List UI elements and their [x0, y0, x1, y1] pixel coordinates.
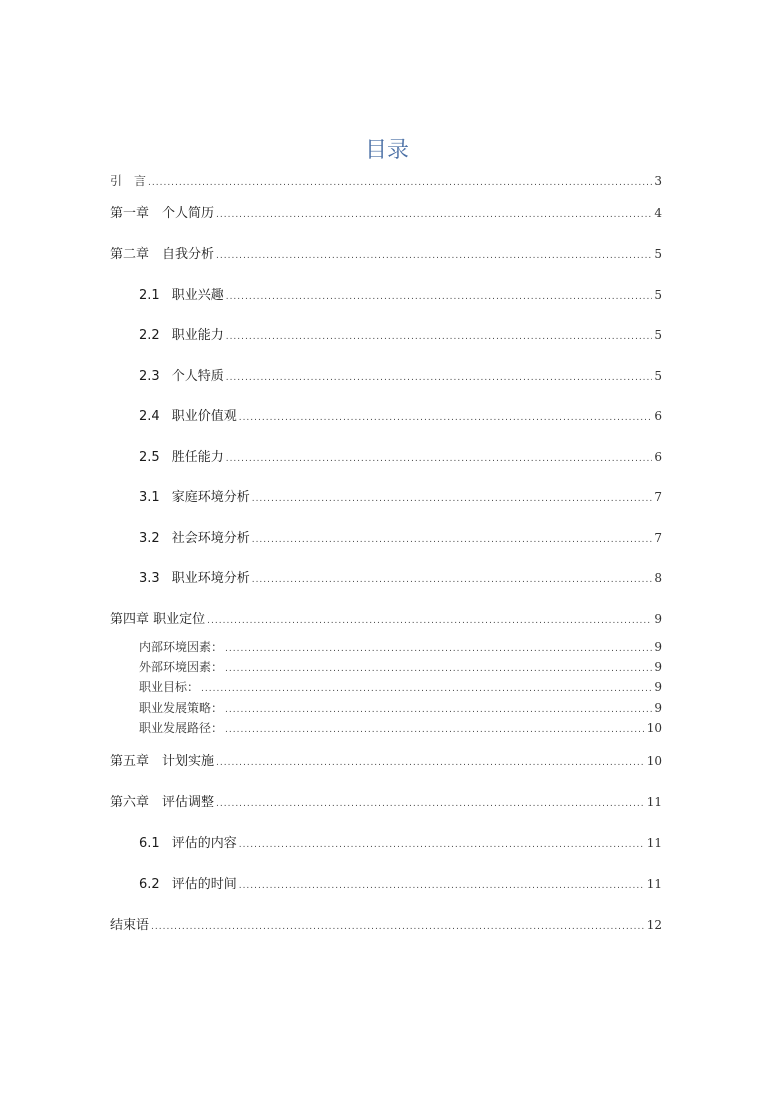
toc-entry-section-6-1[interactable] — [139, 832, 662, 851]
toc-entry-career-path[interactable] — [139, 719, 662, 736]
toc-page-number: 12 — [646, 918, 662, 932]
toc-section-number: 2.1 — [139, 288, 160, 303]
toc-entry-label: 职业发展路径： — [139, 721, 224, 735]
toc-dot-leader — [239, 413, 653, 423]
toc-dot-leader — [252, 535, 653, 545]
toc-dot-leader — [201, 684, 652, 694]
toc-page-number: 9 — [654, 701, 662, 715]
toc-page-number: 11 — [646, 795, 662, 809]
toc-dot-leader — [239, 881, 645, 891]
toc-page-number: 10 — [646, 754, 662, 768]
toc-entry-section-2-5[interactable] — [139, 446, 662, 465]
toc-entry-conclusion[interactable] — [110, 914, 662, 933]
toc-dot-leader — [216, 210, 652, 220]
toc-section-number: 2.5 — [139, 450, 160, 465]
toc-dot-leader — [226, 373, 653, 383]
toc-entry-label: 结束语 — [110, 918, 150, 933]
toc-dot-leader — [225, 705, 652, 715]
toc-entry-career-strategy[interactable] — [139, 699, 662, 716]
toc-entry-label: 第六章 评估调整 — [110, 795, 215, 810]
toc-dot-leader — [216, 251, 652, 261]
toc-entry-label: 职业环境分析 — [171, 571, 250, 586]
toc-page-number: 9 — [654, 612, 662, 626]
toc-section-number: 2.3 — [139, 369, 160, 384]
toc-entry-section-2-4[interactable] — [139, 405, 662, 424]
toc-page-number: 7 — [654, 531, 662, 545]
toc-dot-leader — [148, 178, 652, 188]
toc-page-number: 9 — [654, 640, 662, 654]
toc-page-number: 5 — [654, 247, 662, 261]
toc-entry-section-3-2[interactable] — [139, 527, 662, 546]
toc-entry-label: 职业发展策略： — [139, 701, 224, 715]
toc-section-number: 6.2 — [139, 877, 160, 892]
toc-dot-leader — [216, 799, 645, 809]
toc-entry-label: 评估的时间 — [171, 877, 237, 892]
toc-dot-leader — [226, 454, 653, 464]
toc-page-number: 3 — [654, 174, 662, 188]
toc-dot-leader — [239, 840, 645, 850]
toc-dot-leader — [216, 758, 645, 768]
toc-section-number: 3.1 — [139, 490, 160, 505]
toc-entry-section-2-1[interactable] — [139, 284, 662, 303]
toc-section-number: 2.2 — [139, 328, 160, 343]
toc-page-number: 9 — [654, 660, 662, 674]
toc-title: 目录 — [364, 138, 409, 163]
toc-entry-label: 评估的内容 — [171, 836, 237, 851]
toc-entry-label: 第一章 个人简历 — [110, 206, 215, 221]
toc-section-number: 3.2 — [139, 531, 160, 546]
toc-entry-label: 职业能力 — [171, 328, 224, 343]
toc-entry-chapter-6[interactable] — [110, 791, 662, 810]
toc-entry-chapter-1[interactable] — [110, 202, 662, 221]
toc-dot-leader — [252, 575, 653, 585]
toc-entry-label: 外部环境因素： — [139, 660, 224, 674]
toc-dot-leader — [225, 664, 652, 674]
toc-dot-leader — [226, 292, 653, 302]
toc-dot-leader — [225, 644, 652, 654]
toc-entry-label: 内部环境因素： — [139, 640, 224, 654]
toc-entry-career-goal[interactable] — [139, 678, 662, 695]
toc-entry-chapter-2[interactable] — [110, 243, 662, 262]
toc-entry-label: 胜任能力 — [171, 450, 224, 465]
toc-entry-label: 职业目标： — [139, 680, 200, 694]
toc-dot-leader — [252, 494, 653, 504]
toc-entry-label: 第四章 职业定位 — [110, 612, 206, 627]
toc-entry-external-factors[interactable] — [139, 658, 662, 675]
toc-section-number: 3.3 — [139, 571, 160, 586]
toc-section-number: 2.4 — [139, 409, 160, 424]
toc-entry-label: 引 言 — [110, 174, 147, 188]
toc-entry-internal-factors[interactable] — [139, 638, 662, 655]
toc-page-number: 5 — [654, 328, 662, 342]
toc-page-number: 10 — [646, 721, 662, 735]
toc-page-number: 9 — [654, 680, 662, 694]
toc-page-number: 11 — [646, 877, 662, 891]
toc-entry-label: 家庭环境分析 — [171, 490, 250, 505]
toc-page-number: 5 — [654, 288, 662, 302]
toc-entry-label: 社会环境分析 — [171, 531, 250, 546]
toc-entry-introduction[interactable] — [110, 172, 662, 189]
toc-page-number: 7 — [654, 490, 662, 504]
toc-section-number: 6.1 — [139, 836, 160, 851]
toc-page-number: 6 — [654, 409, 662, 423]
toc-entry-label: 职业兴趣 — [171, 288, 224, 303]
toc-entry-chapter-4[interactable] — [110, 608, 662, 627]
toc-page-number: 6 — [654, 450, 662, 464]
toc-entry-label: 个人特质 — [171, 369, 224, 384]
toc-dot-leader — [151, 922, 645, 932]
toc-page-number: 5 — [654, 369, 662, 383]
toc-entry-section-2-2[interactable] — [139, 324, 662, 343]
toc-page-number: 8 — [654, 571, 662, 585]
toc-entry-section-3-1[interactable] — [139, 486, 662, 505]
toc-entry-section-2-3[interactable] — [139, 365, 662, 384]
toc-dot-leader — [225, 725, 645, 735]
toc-dot-leader — [207, 616, 652, 626]
toc-entry-label: 第二章 自我分析 — [110, 247, 215, 262]
toc-entry-label: 职业价值观 — [171, 409, 237, 424]
toc-entry-section-6-2[interactable] — [139, 873, 662, 892]
toc-dot-leader — [226, 332, 653, 342]
toc-entry-label: 第五章 计划实施 — [110, 754, 215, 769]
toc-entry-chapter-5[interactable] — [110, 750, 662, 769]
toc-entry-section-3-3[interactable] — [139, 567, 662, 586]
toc-page-number: 4 — [654, 206, 662, 220]
toc-page-number: 11 — [646, 836, 662, 850]
